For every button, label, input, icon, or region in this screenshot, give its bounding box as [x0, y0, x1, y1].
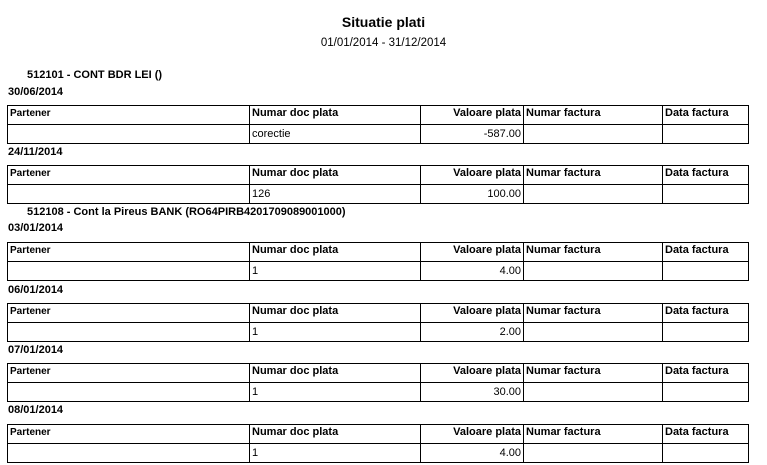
- cell-numar-doc: 1: [250, 262, 421, 281]
- header-numar-doc: Numar doc plata: [250, 243, 421, 262]
- header-partener: Partener: [8, 425, 250, 444]
- table-header-row: [8, 243, 749, 262]
- account-title: 512101 - CONT BDR LEI (): [27, 69, 163, 81]
- table-header-row: [8, 304, 749, 323]
- table-row: [8, 262, 749, 281]
- cell-data-factura: [663, 383, 749, 402]
- header-numar-factura: Numar factura: [524, 243, 663, 262]
- payment-date: 06/01/2014: [8, 284, 64, 296]
- cell-numar-doc: 1: [250, 444, 421, 463]
- header-numar-factura: Numar factura: [524, 106, 663, 125]
- header-numar-doc: Numar doc plata: [250, 166, 421, 185]
- header-valoare: Valoare plata: [421, 243, 524, 262]
- header-numar-factura: Numar factura: [524, 425, 663, 444]
- cell-valoare: 30.00: [421, 383, 524, 402]
- header-numar-doc: Numar doc plata: [250, 425, 421, 444]
- payments-table: [7, 303, 749, 342]
- cell-partener: [8, 262, 250, 281]
- header-numar-doc: Numar doc plata: [250, 364, 421, 383]
- table-row: [8, 125, 749, 144]
- cell-numar-doc: 1: [250, 323, 421, 342]
- header-data-factura: Data factura: [663, 106, 749, 125]
- cell-data-factura: [663, 185, 749, 204]
- cell-numar-doc: corectie: [250, 125, 421, 144]
- cell-partener: [8, 323, 250, 342]
- header-numar-factura: Numar factura: [524, 304, 663, 323]
- header-partener: Partener: [8, 364, 250, 383]
- cell-numar-factura: [524, 444, 663, 463]
- header-valoare: Valoare plata: [421, 304, 524, 323]
- header-partener: Partener: [8, 166, 250, 185]
- payment-date: 24/11/2014: [8, 146, 63, 158]
- header-valoare: Valoare plata: [421, 364, 524, 383]
- cell-numar-doc: 1: [250, 383, 421, 402]
- cell-valoare: 4.00: [421, 262, 524, 281]
- cell-partener: [8, 125, 250, 144]
- payment-date: 30/06/2014: [8, 86, 64, 98]
- cell-numar-factura: [524, 323, 663, 342]
- cell-data-factura: [663, 262, 749, 281]
- cell-partener: [8, 185, 250, 204]
- table-header-row: [8, 425, 749, 444]
- payment-date: 07/01/2014: [8, 344, 64, 356]
- table-row: [8, 444, 749, 463]
- table-row: [8, 185, 749, 204]
- report-title: Situatie plati: [341, 14, 426, 30]
- table-row: [8, 323, 749, 342]
- cell-data-factura: [663, 444, 749, 463]
- cell-valoare: 100.00: [421, 185, 524, 204]
- cell-numar-factura: [524, 262, 663, 281]
- table-header-row: [8, 106, 749, 125]
- account-title: 512108 - Cont la Pireus BANK (RO64PIRB4201709089001000): [27, 206, 346, 218]
- header-numar-factura: Numar factura: [524, 364, 663, 383]
- cell-numar-factura: [524, 383, 663, 402]
- payments-table: [7, 363, 749, 402]
- payment-date: 08/01/2014: [8, 404, 64, 416]
- header-data-factura: Data factura: [663, 243, 749, 262]
- cell-data-factura: [663, 125, 749, 144]
- cell-numar-factura: [524, 125, 663, 144]
- header-numar-doc: Numar doc plata: [250, 106, 421, 125]
- cell-numar-doc: 126: [250, 185, 421, 204]
- table-header-row: [8, 364, 749, 383]
- header-data-factura: Data factura: [663, 304, 749, 323]
- report-period: 01/01/2014 - 31/12/2014: [320, 37, 447, 49]
- cell-data-factura: [663, 323, 749, 342]
- header-data-factura: Data factura: [663, 364, 749, 383]
- cell-valoare: 4.00: [421, 444, 524, 463]
- header-data-factura: Data factura: [663, 166, 749, 185]
- cell-numar-factura: [524, 185, 663, 204]
- payment-date: 03/01/2014: [8, 222, 64, 234]
- header-numar-doc: Numar doc plata: [250, 304, 421, 323]
- header-data-factura: Data factura: [663, 425, 749, 444]
- header-valoare: Valoare plata: [421, 425, 524, 444]
- cell-partener: [8, 444, 250, 463]
- cell-partener: [8, 383, 250, 402]
- table-header-row: [8, 166, 749, 185]
- payments-table: [7, 105, 749, 144]
- cell-valoare: -587.00: [421, 125, 524, 144]
- header-partener: Partener: [8, 243, 250, 262]
- payments-table: [7, 165, 749, 204]
- cell-valoare: 2.00: [421, 323, 524, 342]
- header-valoare: Valoare plata: [421, 106, 524, 125]
- payments-table: [7, 242, 749, 281]
- header-valoare: Valoare plata: [421, 166, 524, 185]
- header-numar-factura: Numar factura: [524, 166, 663, 185]
- table-row: [8, 383, 749, 402]
- payments-table: [7, 424, 749, 463]
- header-partener: Partener: [8, 106, 250, 125]
- header-partener: Partener: [8, 304, 250, 323]
